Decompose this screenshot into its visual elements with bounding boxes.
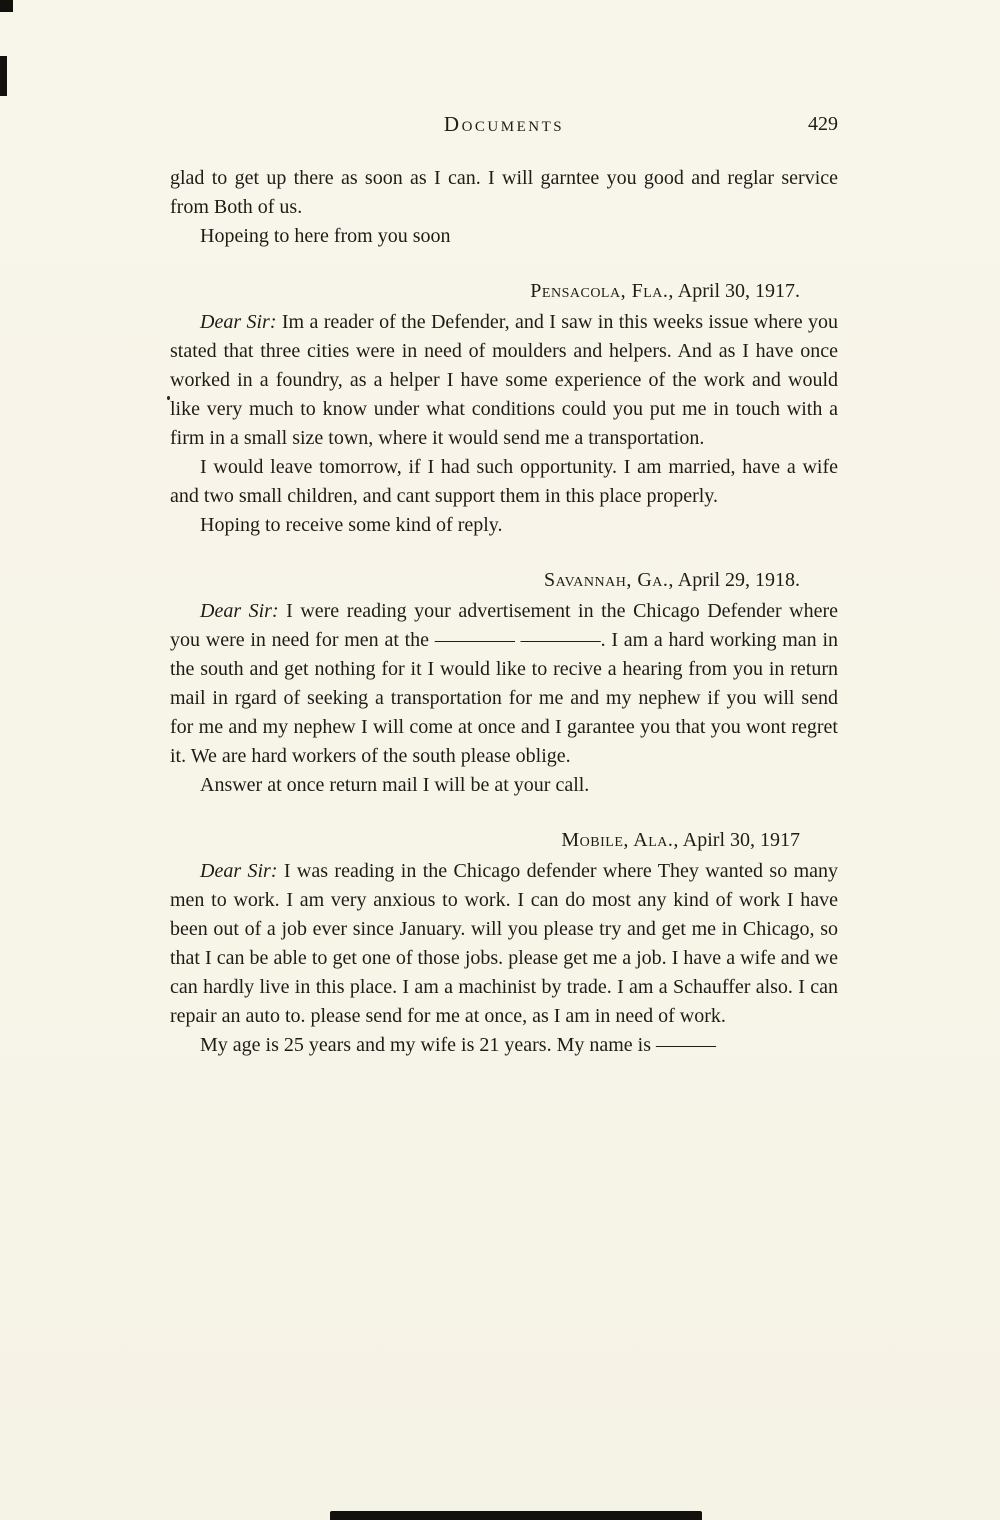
letter-paragraph: Answer at once return mail I will be at your call. (200, 774, 590, 796)
letter-paragraph (170, 857, 838, 1031)
scan-artifact-bottom-icon (330, 1511, 702, 1520)
opening-closing-line: Hopeing to here from you soon (200, 225, 451, 247)
letter-paragraph: Hoping to receive some kind of reply. (200, 514, 503, 536)
running-head: Documents (443, 112, 565, 136)
letter-paragraph (170, 308, 838, 453)
letter-mobile (170, 826, 838, 1060)
dateline-date: Apirl 30, 1917 (682, 829, 800, 851)
paragraph-text: I were reading your advertisement in the Chicago Defender where you were in need for men at the ———— ————. I am a hard working man in the south and get nothing for it I would like to recive a hearing from you in return mail in rgard of seeking a transportation for me and my nephew if you will send for me and my nephew I will come at once and I garantee you that you wont regret it. We are hard workers of the south please oblige. (170, 600, 838, 767)
dateline-place: Mobile, Ala., (561, 829, 679, 851)
scan-artifact-left-edge-icon (0, 56, 7, 96)
page-header (170, 110, 838, 140)
dateline-place: Pensacola, Fla., (530, 280, 674, 302)
dateline-date: April 29, 1918. (677, 569, 800, 591)
scan-artifact-top-left-icon (0, 0, 13, 12)
letter-savannah (170, 566, 838, 800)
letter-paragraph: My age is 25 years and my wife is 21 years. My name is ——— (200, 1034, 717, 1056)
salutation: Dear Sir: (200, 311, 277, 333)
dateline-place: Savannah, Ga., (544, 569, 674, 591)
letter-dateline (170, 566, 838, 595)
page-number: 429 (808, 113, 838, 135)
letter-dateline (170, 826, 838, 855)
paragraph-text: I was reading in the Chicago defender where They wanted so many men to work. I am very anxious to work. I can do most any kind of work I have been out of a job ever since January. will you please try and get me in Chicago, so that I can be able to get one of those jobs. please get me a job. I have a wife and we can hardly live in this place. I am a machinist by trade. I am a Schauffer also. I can repair an auto to. please send for me at once, as I am in need of work. (170, 860, 839, 1027)
letter-paragraph (170, 597, 838, 771)
opening-continuation-paragraph: glad to get up there as soon as I can. I will garntee you good and reglar service from Both of us. (170, 167, 838, 218)
letter-dateline (170, 277, 838, 306)
salutation: Dear Sir: (200, 860, 278, 882)
letter-pensacola (170, 277, 838, 540)
letter-paragraph: I would leave tomorrow, if I had such opportunity. I am married, have a wife and two small children, and cant support them in this place properly. (170, 456, 838, 507)
dateline-date: April 30, 1917. (677, 280, 800, 302)
salutation: Dear Sir: (200, 600, 279, 622)
text-block (170, 110, 838, 1060)
paragraph-text: Im a reader of the Defender, and I saw in this weeks issue where you stated that three cities were in need of moulders and helpers. And as I have once worked in a foundry, as a helper I have some experience of the work and would like very much to know under what conditions could you put me in touch with a firm in a small size town, where it would send me a transportation. (170, 311, 838, 449)
